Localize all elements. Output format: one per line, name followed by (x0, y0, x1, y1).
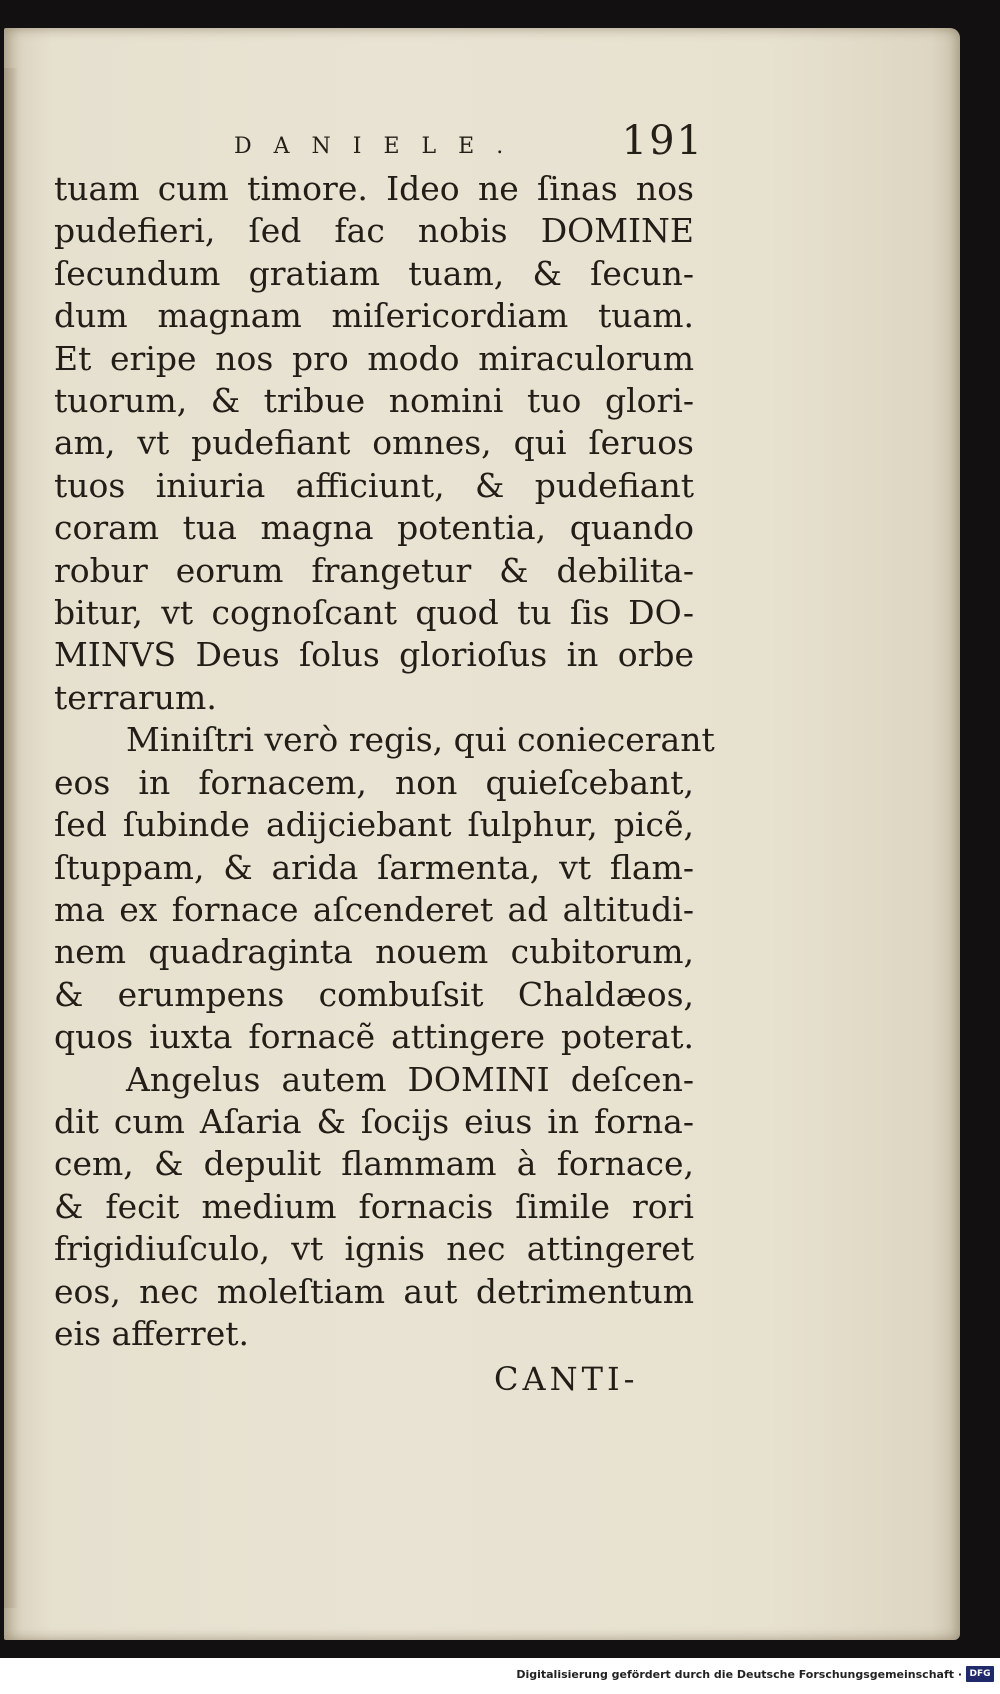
funding-credit: Digitalisierung gefördert durch die Deutsche Forschungsgemeinschaft · (516, 1668, 962, 1681)
text-block (54, 168, 715, 1355)
text-line: coram tua magna potentia, quando (54, 508, 694, 548)
digitization-footer (0, 1658, 1000, 1694)
text-line: & erumpens combuſsit Chaldæos, (54, 974, 694, 1014)
text-line: eos in fornacem, non quieſcebant, (54, 762, 694, 802)
paragraph-1 (54, 168, 694, 719)
text-line: tuorum, & tribue nomini tuo glori- (54, 381, 694, 421)
text-line: cem, & depulit flammam à fornace, (54, 1144, 694, 1184)
running-head (234, 108, 704, 168)
text-line: Angelus autem DOMINI deſcen- (126, 1059, 694, 1099)
text-line: ſtuppam, & arida ſarmenta, vt flam- (54, 847, 694, 887)
paragraph-2 (54, 719, 715, 1058)
text-line: am, vt pudefiant omnes, qui ſeruos (54, 423, 694, 463)
text-line: tuam cum timore. Ideo ne ſinas nos (54, 169, 694, 208)
text-line: tuos iniuria afficiunt, & pudefiant (54, 465, 694, 505)
text-line: eos, nec moleſtiam aut detrimentum (54, 1271, 694, 1311)
paragraph-3 (54, 1059, 694, 1356)
dfg-logo-icon: DFG (966, 1666, 994, 1682)
text-line: robur eorum frangetur & debilita- (54, 550, 694, 590)
running-title: DANIELE. (234, 134, 526, 159)
text-line: ſed ſubinde adijciebant ſulphur, picẽ, (54, 805, 694, 845)
text-line: Miniſtri verò regis, qui coniecerant (126, 720, 715, 760)
text-line: ma ex fornace aſcenderet ad altitudi- (54, 889, 694, 929)
book-page (4, 28, 960, 1640)
text-line: quos iuxta fornacẽ attingere poterat. (54, 1017, 694, 1057)
text-line: eis afferret. (54, 1313, 249, 1353)
text-line: nem quadraginta nouem cubitorum, (54, 932, 694, 972)
text-line: dit cum Aſaria & ſocijs eius in forna- (54, 1101, 694, 1141)
text-line: & fecit medium fornacis ſimile rori (54, 1186, 694, 1226)
page-number: 191 (621, 118, 704, 164)
text-line: ſecundum gratiam tuam, & ſecun- (54, 253, 694, 293)
text-line: Et eripe nos pro modo miraculorum (54, 338, 694, 378)
catchword: CANTI- (494, 1360, 639, 1398)
page-gutter-shadow (4, 68, 18, 1608)
text-line: pudefieri, ſed fac nobis DOMINE (54, 211, 694, 251)
text-line: terrarum. (54, 677, 217, 717)
text-line: MINVS Deus ſolus glorioſus in orbe (54, 635, 694, 675)
text-line: frigidiuſculo, vt ignis nec attingeret (54, 1229, 694, 1269)
text-line: bitur, vt cognoſcant quod tu ſis DO- (54, 593, 694, 633)
text-line: dum magnam miſericordiam tuam. (54, 296, 694, 336)
